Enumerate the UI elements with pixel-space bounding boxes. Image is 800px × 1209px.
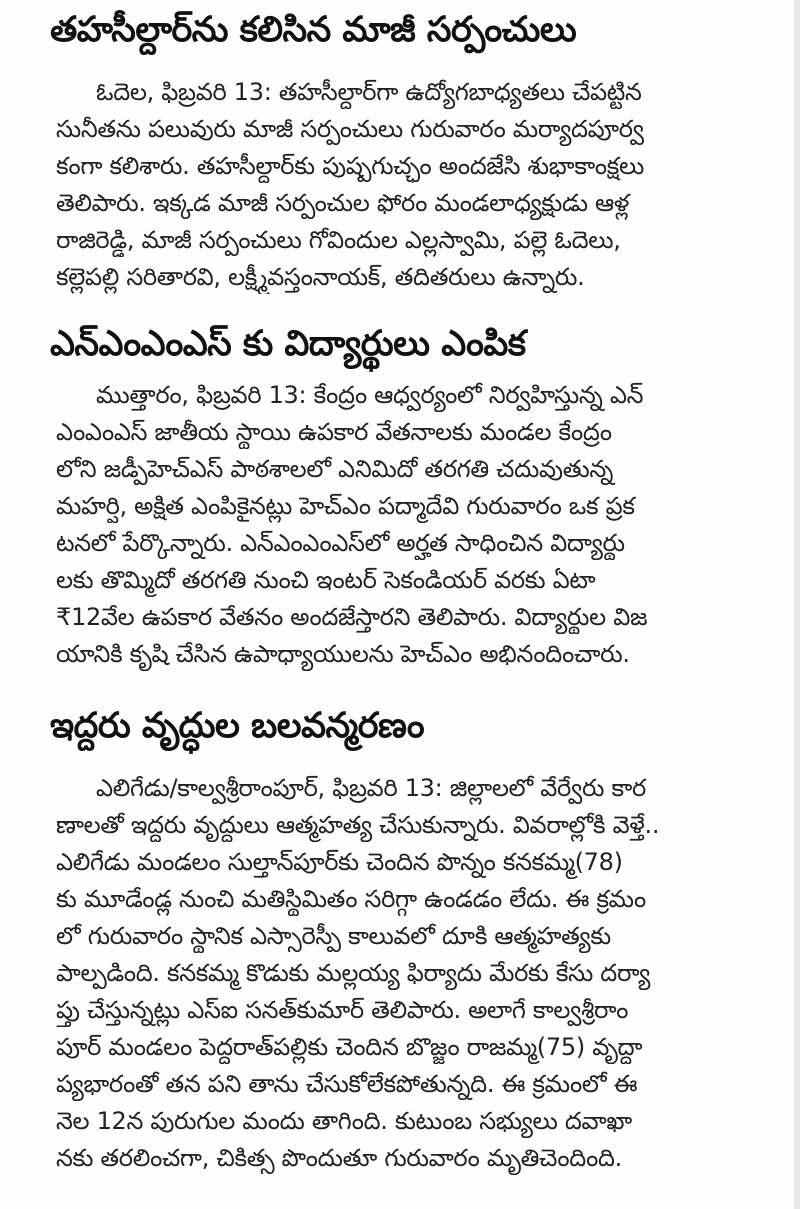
article-line: ఎలిగేడు/కాల్వశ్రీరాంపూర్, ఫిబ్రవరి 13: జిల్లాలలో వేర్వేరు కార [96,774,646,802]
article-line: ఓదెల, ఫిబ్రవరి 13: తహసీల్దార్‌గా ఉద్యోగబాధ్యతలు చేపట్టిన [96,78,642,106]
article-line: సునీతను పలువురు మాజీ సర్పంచులు గురువారం మర్యాదపూర్వ [56,115,644,143]
article-line: ప్తు చేస్తున్నట్లు ఎస్ఐ సనత్‌కుమార్ తెలిపారు. అలాగే కాల్వశ్రీరాం [56,996,629,1024]
article-line: కు మూడేండ్ల నుంచి మతిస్థిమితం సరిగ్గా ఉండడం లేదు. ఈ క్రమం [56,885,646,913]
article-line: రాజిరెడ్డి, మాజీ సర్పంచులు గోవిందుల ఎల్లస్వామి, పల్లె ఓదెలు, [56,226,621,254]
headline-elderly: ఇద్దరు వృద్ధుల బలవన్మరణం [50,706,425,746]
article-line: ప్యభారంతో తన పని తాను చేసుకోలేకపోతున్నది. ఈ క్రమంలో ఈ [56,1070,638,1098]
article-line: కల్లెపల్లి సరితారవి, లక్ష్మీవస్తంనాయక్, తదితరులు ఉన్నారు. [56,263,585,291]
article-line: తెలిపారు. ఇక్కడ మాజీ సర్పంచుల ఫోరం మండలాధ్యక్షుడు ఆళ్ల [56,189,630,217]
article-line: ఎంఎంఎస్ జాతీయ స్థాయి ఉపకార వేతనాలకు మండల కేంద్రం [56,418,612,446]
article-line: కంగా కలిశారు. తహసీల్దార్‌కు పుష్పగుచ్ఛం అందజేసి శుభాకాంక్షలు [56,152,645,180]
article-line: టనలో పేర్కొన్నారు. ఎన్‌ఎంఎంఎస్‌లో అర్హత సాధించిన విద్యార్థు [56,529,625,557]
article-line: ₹12వేల ఉపకార వేతనం అందజేస్తారని తెలిపారు. విద్యార్థుల విజ [56,603,648,631]
article-line: ణాలతో ఇద్దరు వృద్ధులు ఆత్మహత్య చేసుకున్నారు. వివరాల్లోకి వెళ్తే.. [56,811,660,839]
article-line: పూర్ మండలం పెద్దరాత్‌పల్లికు చెందిన బొజ్జం రాజమ్మ(75) వృద్ధా [56,1033,643,1061]
article-line: లో గురువారం స్థానిక ఎస్సారెస్పీ కాలువలో దూకి ఆత్మహత్యకు [56,922,611,950]
headline-nmms: ఎన్‌ఎంఎంఎస్ కు విద్యార్థులు ఎంపిక [50,324,526,364]
article-line: ఎలిగేడు మండలం సుల్తాన్‌పూర్‌కు చెందిన పొన్నం కనకమ్మ(78) [56,848,623,876]
article-line: పాల్పడింది. కనకమ్మ కొడుకు మల్లయ్య ఫిర్యాదు మేరకు కేసు దర్యా [56,959,651,987]
headline-tahasildar: తహసీల్దార్‌ను కలిసిన మాజీ సర్పంచులు [50,10,577,50]
article-line: లకు తొమ్మిదో తరగతి నుంచి ఇంటర్ సెకండియర్ వరకు ఏటా [56,566,596,594]
article-line: లోని జడ్పీహెచ్‌ఎస్ పాఠశాలలో ఎనిమిదో తరగతి చదువుతున్న [56,455,614,483]
article-line: నెల 12న పురుగుల మందు తాగింది. కుటుంబ సభ్యులు దవాఖా [56,1107,632,1135]
article-line: ముత్తారం, ఫిబ్రవరి 13: కేంద్రం ఆధ్వర్యంలో నిర్వహిస్తున్న ఎన్ [96,381,644,409]
article-line: మహర్షి, అక్షిత ఎంపికైనట్లు హెచ్‌ఎం పద్మాదేవి గురువారం ఒక ప్రక [56,492,635,520]
article-line: యానికి కృషి చేసిన ఉపాధ్యాయులను హెచ్‌ఎం అభినందించారు. [56,640,630,668]
article-line: నకు తరలించగా, చికిత్స పొందుతూ గురువారం మృతిచెందింది. [56,1144,622,1172]
page-edge-shadow [794,0,800,1209]
